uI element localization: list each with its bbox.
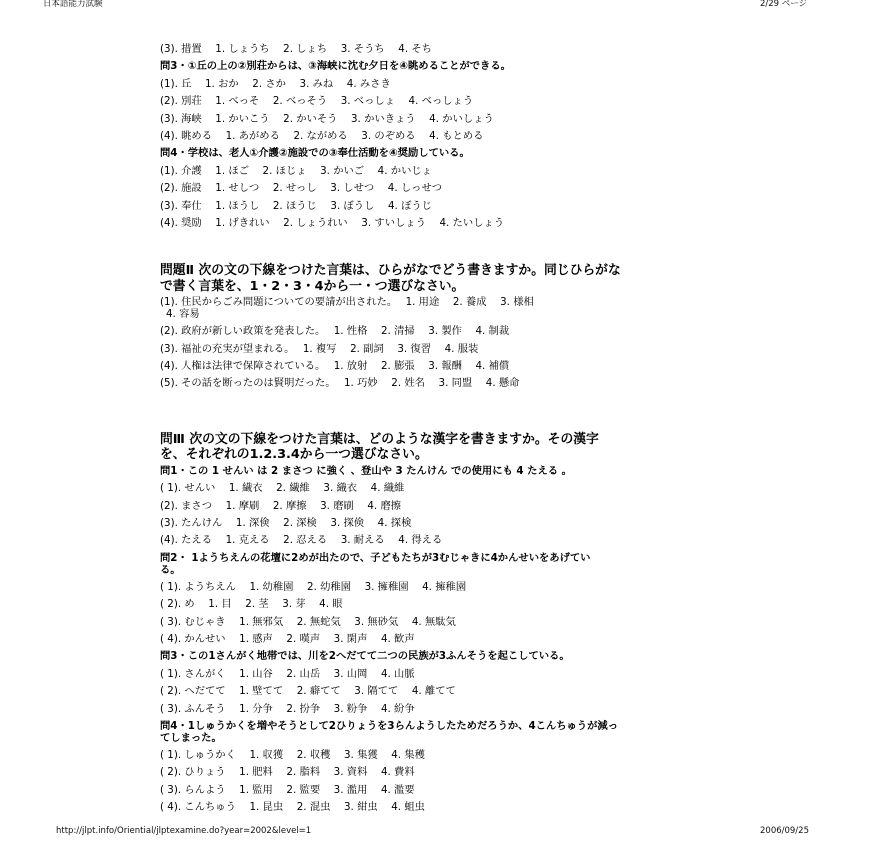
answer-line: (2). 施設 1. せしつ 2. せっし 3. しせつ 4. しっせつ (160, 182, 443, 195)
section-heading (160, 432, 720, 463)
answer-line: ( 4). かんせい 1. 感声 2. 嘆声 3. 閑声 4. 歓声 (160, 632, 415, 645)
answer-line-part: 4. 容易 (166, 308, 200, 321)
answer-line: ( 2). め 1. 目 2. 茎 3. 芽 4. 眼 (160, 598, 343, 611)
answer-line: ( 1). ようちえん 1. 幼稚園 2. 幼稚園 3. 擁稚園 4. 擁稚園 (160, 580, 467, 593)
answer-line: (3). たんけん 1. 深倹 2. 深検 3. 探倹 4. 探検 (160, 517, 412, 530)
section-heading-line: 問Ⅲ 次の文の下線をつけた言葉は、どのような漢字を書きますか。その漢字 (160, 431, 599, 447)
header-page-number: 2/29 ページ (760, 0, 808, 9)
question-stem-part: てしまった。 (160, 731, 222, 744)
answer-line: (2). まさつ 1. 摩刷 2. 摩擦 3. 磨刷 4. 磨擦 (160, 499, 402, 512)
document-body (160, 41, 720, 817)
answer-line: (1). 丘 1. おか 2. さか 3. みね 4. みさき (160, 77, 391, 90)
question-stem: 問1・この 1 せんい は 2 まさつ に強く 、登山や 3 たんけん での使用にも 4 たえる 。 (160, 464, 572, 477)
question-stem: 問4・学校は、老人①介護②施設での③奉仕活動を④奨励している。 (160, 147, 470, 160)
footer-url: http://jlpt.info/Oriential/jlptexamine.do?year=2002&level=1 (56, 826, 312, 836)
answer-line: (4). 奨励 1. げきれい 2. しょうれい 3. すいしょう 4. たいしょう (160, 216, 505, 229)
answer-line: ( 3). らんよう 1. 監用 2. 監要 3. 濫用 4. 濫要 (160, 783, 415, 796)
question-stem-part: 問2・ 1ようちえんの花壇に2めが出たので、子どもたちが3むじゃきに4かんせいをあげてい (160, 551, 591, 564)
section-heading-line: で書く言葉を、1・2・3・4から一・つ選びなさい。 (160, 278, 465, 294)
answer-line: (2). 政府が新しい政策を発表した。 1. 性格 2. 清掃 3. 製作 4. 制裁 (160, 325, 510, 338)
answer-line: (4). 眺める 1. あがめる 2. ながめる 3. のぞめる 4. もとめる (160, 129, 484, 142)
section-heading-line: を、それぞれの1.2.3.4から一つ選びなさい。 (160, 447, 428, 463)
answer-line: ( 4). こんちゅう 1. 昆虫 2. 混虫 3. 紺虫 4. 蛆虫 (160, 801, 425, 814)
question-stem: 問3・①丘の上の②別荘からは、③海峡に沈む夕日を④眺めることができる。 (160, 60, 511, 73)
question-stem: 問3・この1さんがく地帯では、川を2へだてて二つの民族が3ふんそうを起こしている。 (160, 650, 570, 663)
answer-line: (2). 別荘 1. べっそ 2. べっそう 3. べっしょ 4. べっしょう (160, 95, 474, 108)
answer-line: (5). その話を断ったのは賢明だった。 1. 巧妙 2. 姓名 3. 同盟 4. 懸命 (160, 377, 520, 390)
answer-line: (3). 奉仕 1. ほうし 2. ほうじ 3. ぼうし 4. ぼうじ (160, 199, 432, 212)
answer-line: (3). 福祉の充実が望まれる。 1. 複写 2. 副詞 3. 復習 4. 服装 (160, 342, 479, 355)
answer-line: ( 1). しゅうかく 1. 収獲 2. 収穫 3. 集獲 4. 集穫 (160, 748, 425, 761)
answer-line: ( 1). さんがく 1. 山谷 2. 山岳 3. 山岡 4. 山脈 (160, 667, 415, 680)
answer-line: (3). 海峡 1. かいこう 2. かいそう 3. かいきょう 4. かいしょう (160, 112, 494, 125)
answer-line: ( 2). ひりょう 1. 肥料 2. 脂料 3. 資料 4. 費料 (160, 766, 415, 779)
question-stem-wrapped (160, 550, 720, 579)
question-stem-part: 問4・1しゅうかくを増やそうとして2ひりょうを3らんようしたためだろうか、4こんちゅうが減っ (160, 719, 618, 732)
question-stem-part: る。 (160, 563, 181, 576)
footer-date: 2006/09/25 (760, 826, 809, 836)
answer-line: ( 2). へだてて 1. 壁てて 2. 癖てて 3. 隔てて 4. 離てて (160, 685, 456, 698)
section-heading (160, 263, 720, 294)
section-heading-line: 問題Ⅱ 次の文の下線をつけた言葉は、ひらがなでどう書きますか。同じひらがな (160, 263, 621, 279)
answer-line: ( 3). ふんそう 1. 分争 2. 扮争 3. 粉争 4. 紛争 (160, 702, 415, 715)
answer-line: (4). たえる 1. 克える 2. 忍える 3. 耐える 4. 得える (160, 534, 443, 547)
answer-line-wrapped (160, 294, 720, 323)
question-stem-wrapped (160, 718, 720, 747)
answer-line-part: (1). 住民からごみ問題についての要請が出された。 1. 用途 2. 養成 3. 様相 (160, 296, 534, 309)
answer-line: (1). 介護 1. ほご 2. ほじょ 3. かいご 4. かいじょ (160, 164, 432, 177)
answer-line: ( 3). むじゃき 1. 無邪気 2. 無蛇気 3. 無砂気 4. 無駄気 (160, 615, 456, 628)
answer-line: (3). 措置 1. しょうち 2. しょち 3. そうち 4. そち (160, 43, 432, 55)
header-title: 日本語能力試験 (43, 0, 103, 9)
answer-line: ( 1). せんい 1. 繊衣 2. 繊維 3. 織衣 4. 織維 (160, 482, 405, 495)
answer-line: (4). 人権は法律で保障されている。 1. 放射 2. 膨張 3. 報酬 4. 補償 (160, 360, 510, 373)
